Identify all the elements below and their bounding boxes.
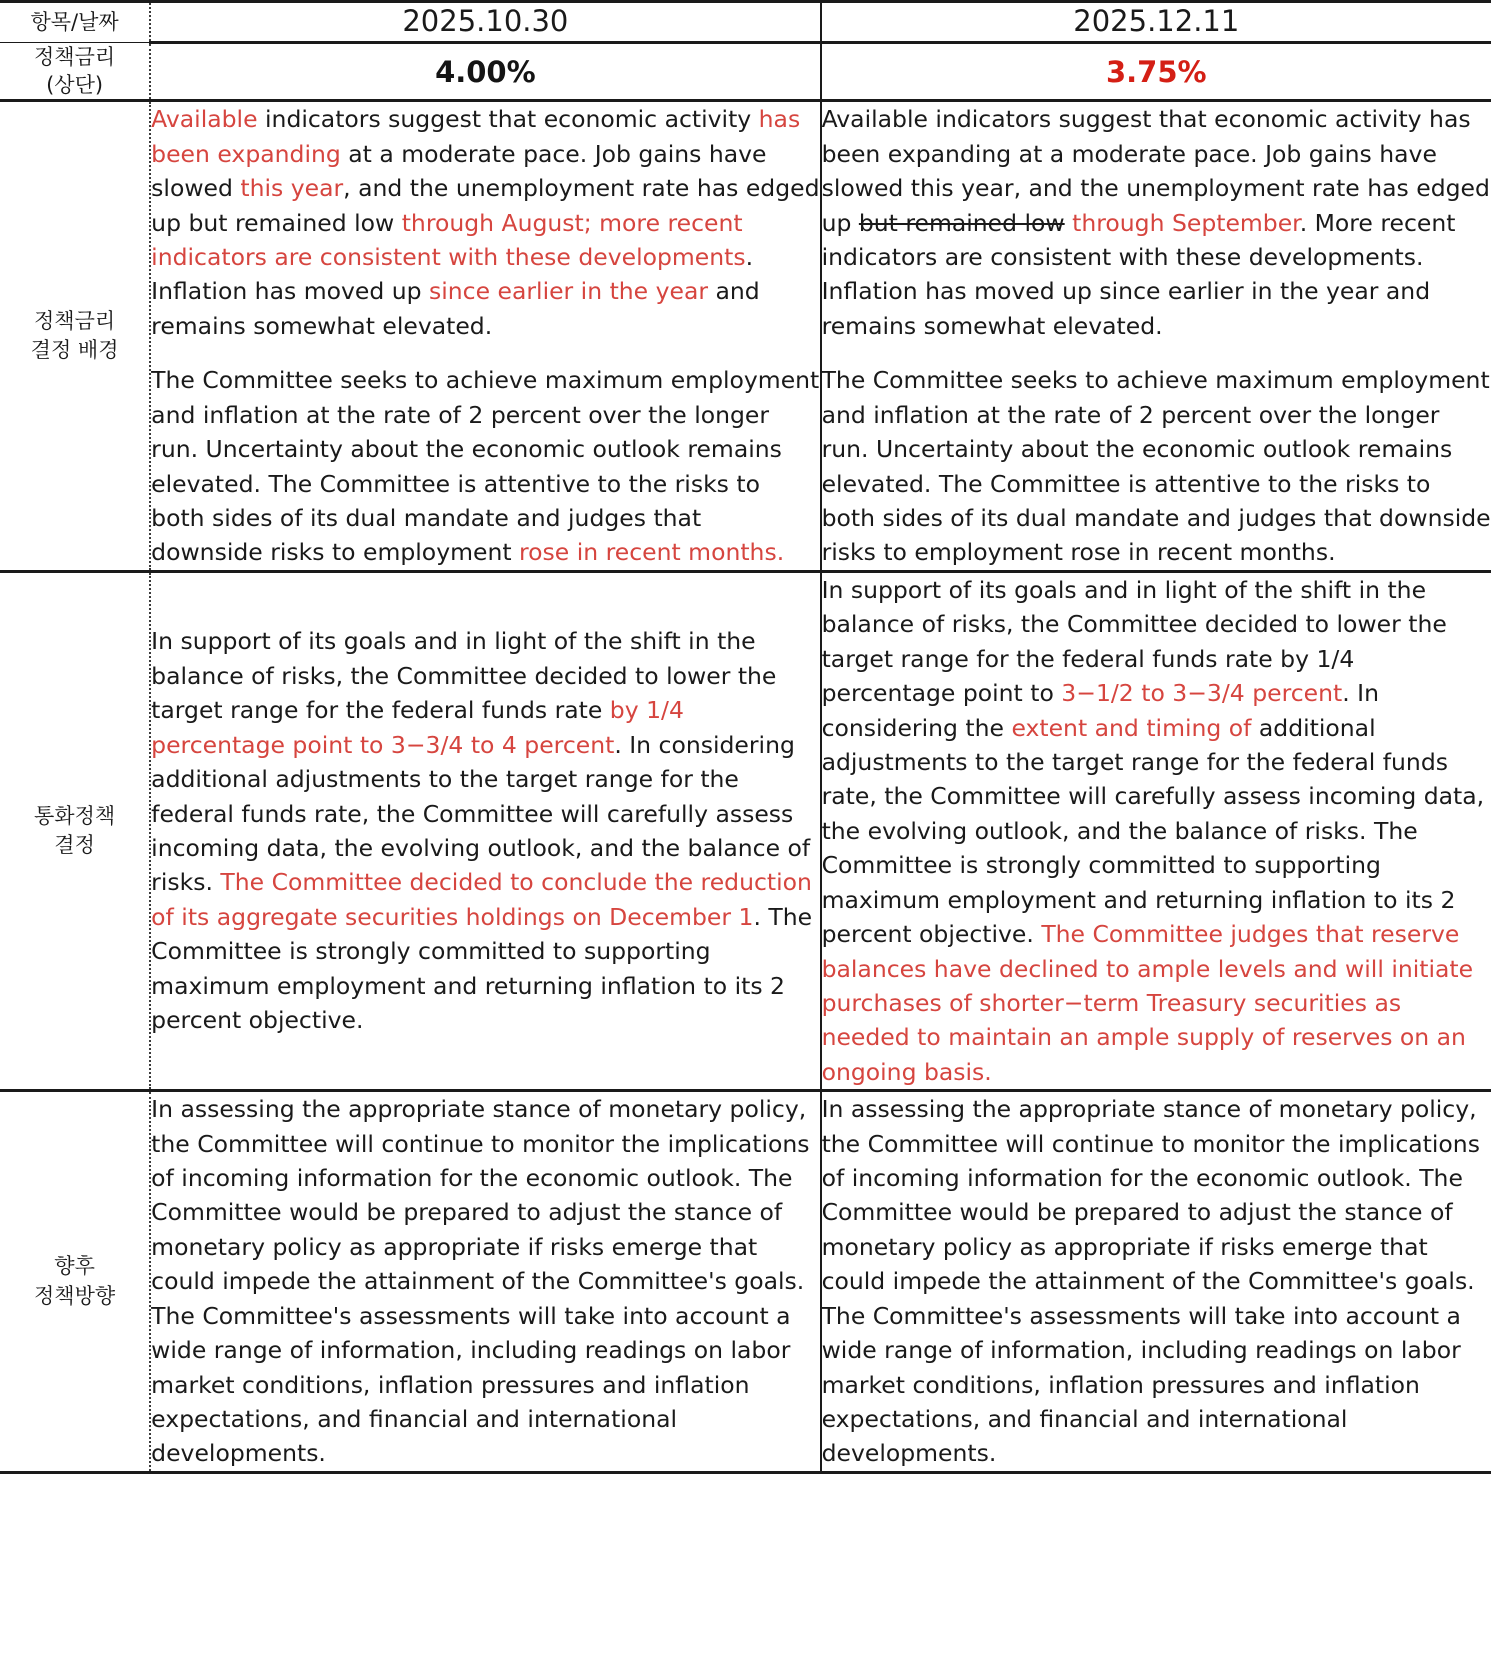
plain-text: . In considering the [821,679,1379,742]
plain-text: . Inflation has moved up [151,243,754,306]
plain-text: at a moderate pace. Job gains have slowed [151,139,767,203]
row-label-decision [0,571,150,1090]
plain-text: . The Committee is strongly committed to supporting maximum employment and returning inflation to its 2 percent objective. [151,902,813,1035]
cell-outlook-col-2 [821,1091,1491,1473]
paragraph [151,102,819,343]
cell-decision-col-2 [821,571,1491,1090]
cell-background-col-2 [821,101,1491,571]
row-label-background [0,101,150,571]
highlighted-text: The Committee decided to conclude the reduction of its aggregate securities holdings on December 1 [151,868,812,931]
row-label-decision-line2: 결정 [54,833,95,858]
highlighted-text: by 1/4 percentage point to 3−3/4 to 4 percent [151,696,684,759]
policy-rate-value-col-1: 4.00% [150,42,820,101]
row-label-outlook [0,1091,150,1473]
highlighted-text: since earlier in the year [429,277,709,306]
paragraph [822,102,1491,343]
row-label-background-line1: 정책금리 [34,308,116,333]
highlighted-text: The Committee judges that reserve balances have declined to ample levels and will initiate purchases of shorter−term Treasury securities as needed to maintain an ample supply of reserves on an ongoing basis. [821,920,1474,1086]
plain-text: The Committee seeks to achieve maximum employment and inflation at the rate of 2 percent over the longer run. Uncertainty about the economic outlook remains elevated. The Committee is attentive to the risks to both sides of its dual mandate and judges that downside risks to employment rose in recent months. [821,366,1491,567]
plain-text: In support of its goals and in light of the shift in the balance of risks, the Committee decided to lower the target range for the federal funds rate [151,627,777,725]
table-row [0,571,1491,1090]
paragraph [822,1092,1491,1471]
plain-text: Available indicators suggest that economic activity has been expanding at a moderate pace. Job gains have slowed this year, and the unemployment rate has edged up [821,105,1490,237]
paragraph [822,573,1491,1089]
plain-text: additional adjustments to the target range for the federal funds rate, the Committee will carefully assess incoming data, the evolving outlook, and the balance of risks. The Committee is strongly committed to supporting maximum employment and returning inflation to its 2 percent objective. [821,713,1485,949]
plain-text: In assessing the appropriate stance of monetary policy, the Committee will continue to monitor the implications of incoming information for the economic outlook. The Committee would be prepared to adjust the stance of monetary policy as appropriate if risks emerge that could impede the attainment of the Committee's goals. The Committee's assessments will take into account a wide range of information, including readings on labor market conditions, inflation pressures and inflation expectations, and financial and international developments. [151,1095,810,1468]
paragraph [151,1092,819,1471]
highlighted-text: this year [240,174,344,203]
plain-text: The Committee seeks to achieve maximum employment and inflation at the rate of 2 percent over the longer run. Uncertainty about the economic outlook remains elevated. The Committee is attentive to the risks to both sides of its dual mandate and judges that downside risks to employment [151,366,820,567]
cell-outlook-col-1 [150,1091,820,1473]
cell-decision-col-1 [150,571,820,1090]
row-label-outlook-line1: 향후 [54,1254,95,1279]
plain-text: and remains somewhat elevated. [151,277,760,340]
plain-text: indicators suggest that economic activity [257,105,759,134]
policy-rate-label-line1: 정책금리 [34,44,116,69]
row-label-outlook-line2: 정책방향 [34,1283,116,1308]
paragraph [151,624,819,1037]
header-date-col-1: 2025.10.30 [150,2,820,43]
policy-rate-label [0,42,150,101]
highlighted-text: extent and timing of [1011,713,1252,742]
highlighted-text: through August; more recent indicators are consistent with these developments [151,208,746,272]
plain-text: In support of its goals and in light of the shift in the balance of risks, the Committee decided to lower the target range for the federal funds rate by 1/4 percentage point to [821,575,1447,708]
header-label-cell: 항목/날짜 [0,2,150,43]
highlighted-text: Available [151,105,258,134]
policy-rate-row [0,42,1491,101]
table-row [0,1091,1491,1473]
policy-rate-label-line2: (상단) [46,73,104,98]
struck-text: but remained low [858,208,1065,237]
header-date-col-2: 2025.12.11 [821,2,1491,43]
plain-text: . More recent indicators are consistent with these developments. Inflation has moved up since earlier in the year and remains somewhat elevated. [821,208,1456,340]
highlighted-text: 3−1/2 to 3−3/4 percent [1061,679,1343,708]
plain-text: In assessing the appropriate stance of monetary policy, the Committee will continue to monitor the implications of incoming information for the economic outlook. The Committee would be prepared to adjust the stance of monetary policy as appropriate if risks emerge that could impede the attainment of the Committee's goals. The Committee's assessments will take into account a wide range of information, including readings on labor market conditions, inflation pressures and inflation expectations, and financial and international developments. [821,1095,1480,1468]
highlighted-text: through September [1072,208,1300,237]
paragraph [151,363,819,570]
plain-text: , and the unemployment rate has edged up but remained low [151,174,820,237]
policy-rate-value-col-2: 3.75% [821,42,1491,101]
row-label-background-line2: 결정 배경 [30,338,119,363]
table-row [0,101,1491,571]
cell-background-col-1 [150,101,820,571]
highlighted-text: has been expanding [151,105,801,168]
row-label-decision-line1: 통화정책 [34,803,116,828]
table-header-row [0,2,1491,43]
highlighted-text: rose in recent months. [519,538,785,567]
paragraph [822,363,1491,570]
plain-text: . In considering additional adjustments to the target range for the federal funds rate, the Committee will carefully assess incoming data, the evolving outlook, and the balance of risks. [151,730,811,897]
